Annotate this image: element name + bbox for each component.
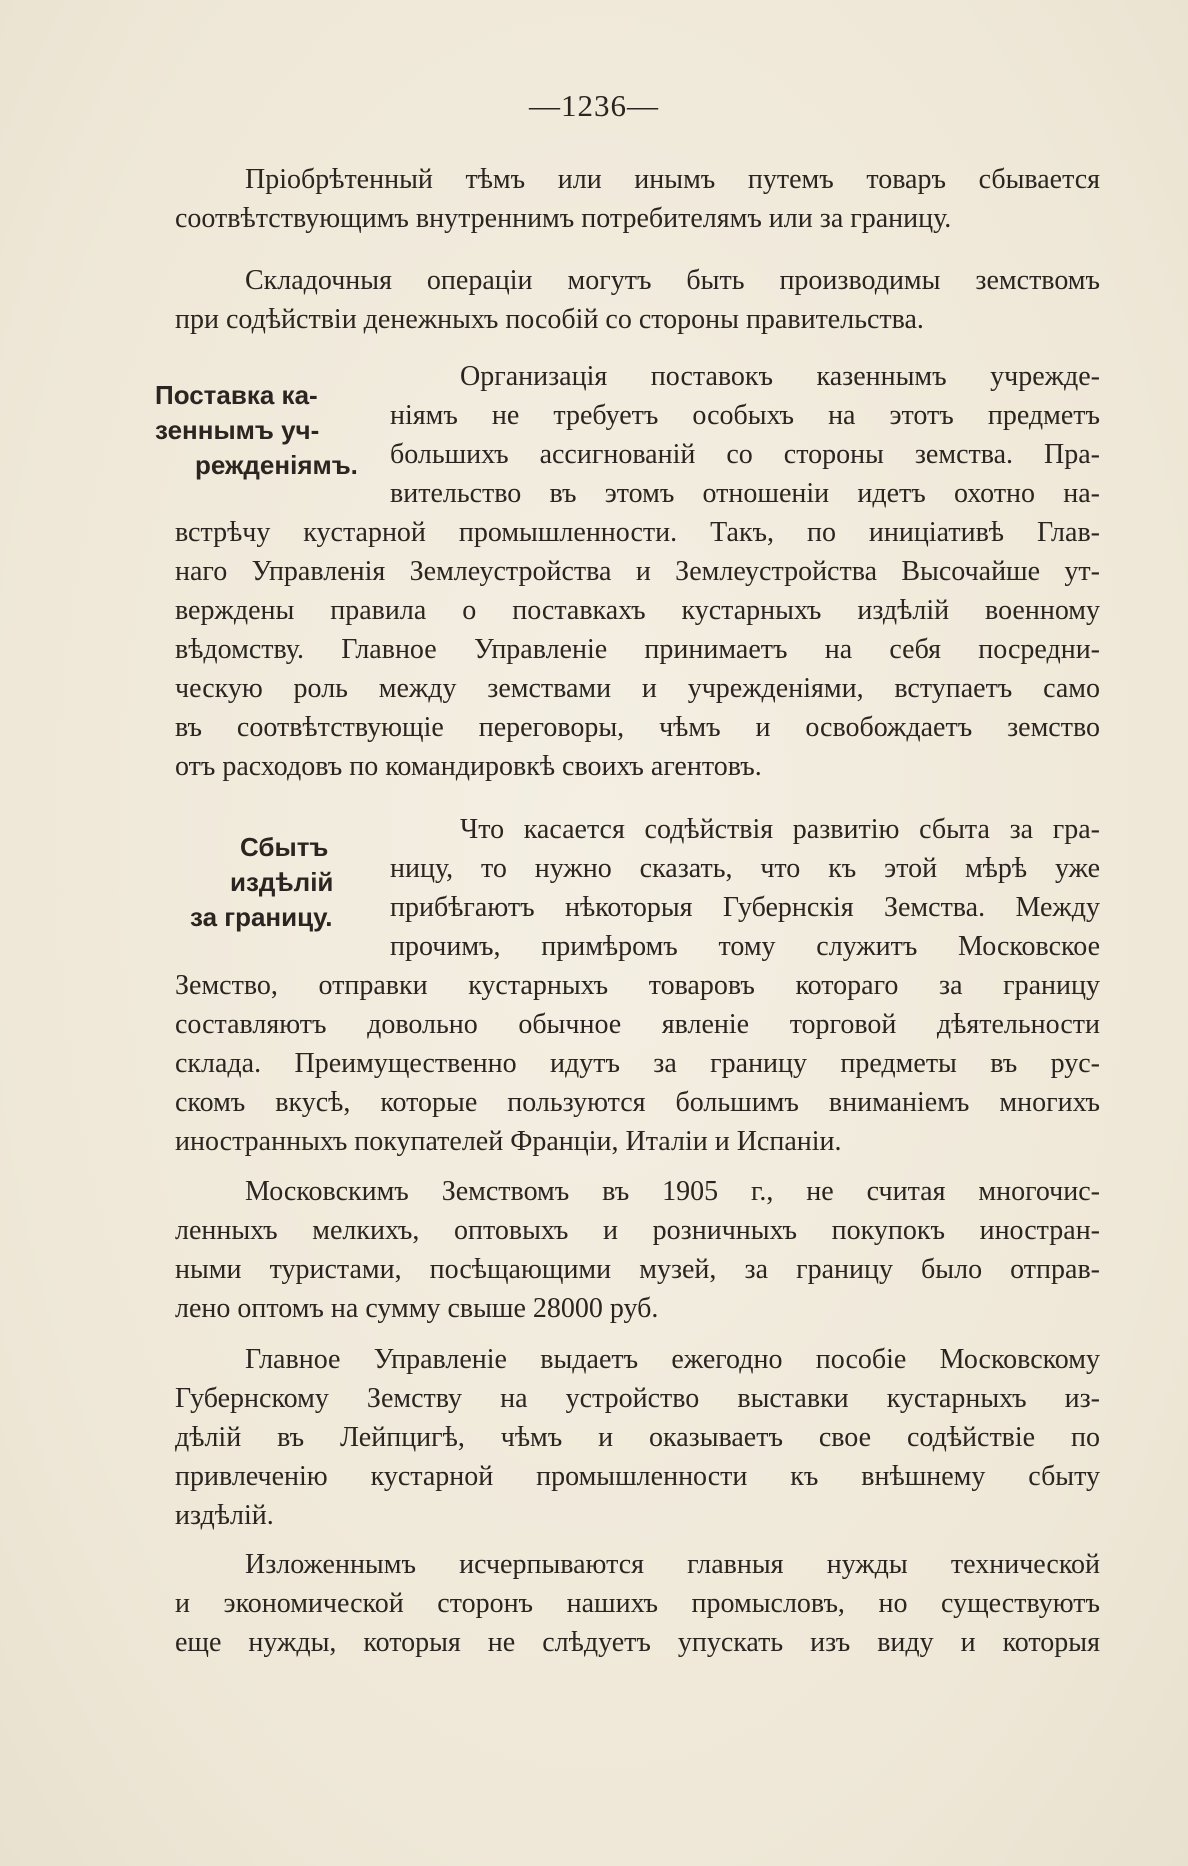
margin-heading-line: режденіямъ. xyxy=(195,450,358,480)
text-line: Изложеннымъ исчерпываются главныя нужды технической xyxy=(245,1549,1100,1580)
paragraph-2 xyxy=(175,261,1100,339)
margin-heading-line: за границу. xyxy=(190,902,333,932)
paragraph-6 xyxy=(175,1340,1100,1535)
text-line: наго Управленія Землеустройства и Землеустройства Высочайше ут- xyxy=(175,556,1100,587)
text-line: и экономической сторонъ нашихъ промысловъ, но существуютъ xyxy=(175,1588,1100,1619)
text-line: дѣлій въ Лейпцигѣ, чѣмъ и оказываетъ свое содѣйствіе по xyxy=(175,1422,1100,1453)
text-line: Пріобрѣтенный тѣмъ или инымъ путемъ товаръ сбывается xyxy=(245,164,1100,195)
text-line: Складочныя операціи могутъ быть производимы земствомъ xyxy=(245,265,1100,296)
margin-heading-line: зеннымъ уч- xyxy=(155,415,320,445)
text-line: издѣлій. xyxy=(175,1500,274,1531)
text-line: ніямъ не требуетъ особыхъ на этотъ предметъ xyxy=(390,400,1100,431)
text-line: ницу, то нужно сказать, что къ этой мѣрѣ уже xyxy=(390,853,1100,884)
text-line: лено оптомъ на сумму свыше 28000 руб. xyxy=(175,1293,659,1324)
text-line: Главное Управленіе выдаетъ ежегодно пособіе Московскому xyxy=(245,1344,1100,1375)
text-line: Организація поставокъ казеннымъ учрежде- xyxy=(460,361,1100,392)
text-line: отъ расходовъ по командировкѣ своихъ агентовъ. xyxy=(175,751,762,782)
text-line: Земство, отправки кустарныхъ товаровъ котораго за границу xyxy=(175,970,1100,1001)
text-line: скомъ вкусѣ, которые пользуются большимъ вниманіемъ многихъ xyxy=(175,1087,1100,1118)
text-line: иностранныхъ покупателей Франціи, Италіи и Испаніи. xyxy=(175,1126,842,1157)
text-line: большихъ ассигнованій со стороны земства. Пра- xyxy=(390,439,1100,470)
text-line: прочимъ, примѣромъ тому служитъ Московское xyxy=(390,931,1100,962)
text-line: прибѣгаютъ нѣкоторыя Губернскія Земства. Между xyxy=(390,892,1100,923)
text-line: соотвѣтствующимъ внутреннимъ потребителямъ или за границу. xyxy=(175,203,952,234)
text-line: вѣдомству. Главное Управленіе принимаетъ на себя посредни- xyxy=(175,634,1100,665)
text-line: въ соотвѣтствующіе переговоры, чѣмъ и освобождаетъ земство xyxy=(175,712,1100,743)
text-line: Губернскому Земству на устройство выставки кустарныхъ из- xyxy=(175,1383,1100,1414)
text-line: ными туристами, посѣщающими музей, за границу было отправ- xyxy=(175,1254,1100,1285)
margin-heading-line: Поставка ка- xyxy=(155,380,318,410)
text-line: привлеченію кустарной промышленности къ внѣшнему сбыту xyxy=(175,1461,1100,1492)
text-line: ленныхъ мелкихъ, оптовыхъ и розничныхъ покупокъ иностран- xyxy=(175,1215,1100,1246)
paragraph-7 xyxy=(175,1545,1100,1662)
text-line: верждены правила о поставкахъ кустарныхъ издѣлій военному xyxy=(175,595,1100,626)
text-line: Что касается содѣйствія развитію сбыта за гра- xyxy=(460,814,1100,845)
page-number: —1236— xyxy=(529,88,659,123)
text-line: ческую роль между земствами и учрежденіями, вступаетъ само xyxy=(175,673,1100,704)
paragraph-5 xyxy=(175,1172,1100,1328)
paragraph-1 xyxy=(175,160,1100,238)
text-line: Московскимъ Земствомъ въ 1905 г., не считая многочис- xyxy=(245,1176,1100,1207)
paragraph-3 xyxy=(175,357,1100,786)
paragraph-4 xyxy=(175,810,1100,1161)
text-line: склада. Преимущественно идутъ за границу предметы въ рус- xyxy=(175,1048,1100,1079)
text-line: при содѣйствіи денежныхъ пособій со стороны правительства. xyxy=(175,304,924,335)
margin-heading-line: Сбытъ xyxy=(240,832,329,862)
text-line: встрѣчу кустарной промышленности. Такъ, по иниціативѣ Глав- xyxy=(175,517,1100,548)
text-line: вительство въ этомъ отношеніи идетъ охотно на- xyxy=(390,478,1100,509)
text-line: еще нужды, которыя не слѣдуетъ упускать изъ виду и которыя xyxy=(175,1627,1100,1658)
text-line: составляютъ довольно обычное явленіе торговой дѣятельности xyxy=(175,1009,1100,1040)
margin-heading-line: издѣлій xyxy=(230,867,334,897)
